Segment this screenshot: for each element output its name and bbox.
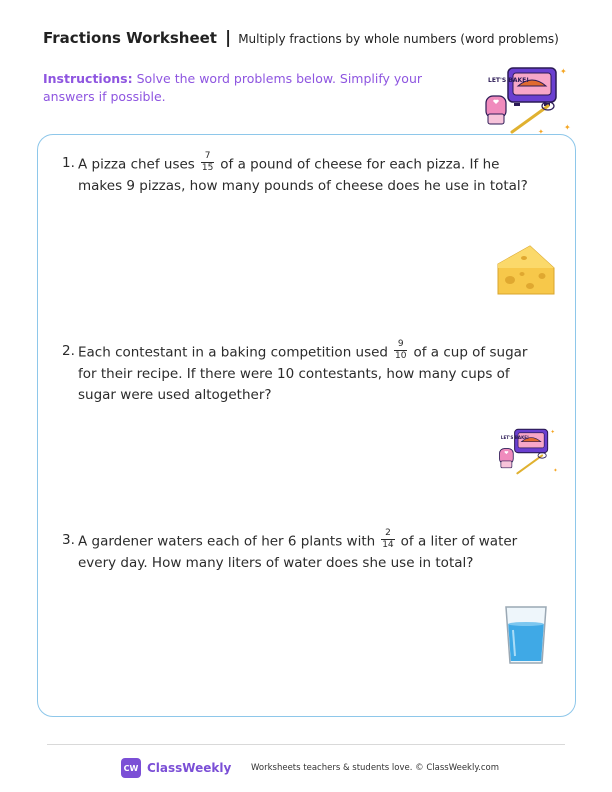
title-separator: | (224, 28, 232, 48)
problem-3 (62, 530, 542, 574)
page-title: Fractions Worksheet (43, 29, 217, 47)
baking-oven-icon (478, 64, 574, 138)
problem-number: 3. (62, 532, 75, 548)
fraction-numerator: 9 (397, 339, 404, 349)
instructions-label: Instructions: (43, 71, 133, 86)
fraction-denominator: 15 (201, 163, 214, 173)
problem-2 (62, 341, 542, 406)
problem-text: A pizza chef uses $\frac{7}{15}$ of a pound of cheese for each pizza. If he makes 9 pizzas, how many pounds of cheese does he use in total? (78, 151, 528, 194)
instructions (43, 70, 423, 106)
footer-divider (47, 744, 565, 745)
footer-tagline: Worksheets teachers & students love. © ClassWeekly.com (251, 763, 500, 773)
instructions-text: Solve the word problems below. Simplify your answers if possible. (43, 71, 423, 104)
problem-1 (62, 153, 542, 197)
svg-text:✦: ✦ (553, 467, 558, 474)
problem-number: 2. (62, 343, 75, 359)
fraction-numerator: 7 (204, 151, 211, 161)
problem-text: A gardener waters each of her 6 plants with $\frac{2}{14}$ of a liter of water every day. How many liters of water does she use in total? (78, 528, 518, 571)
baking-sign-text: LET'S BAKE! (500, 434, 529, 440)
worksheet-header (43, 28, 559, 48)
cheese-icon (494, 242, 558, 302)
footer-brand: ClassWeekly (147, 761, 232, 775)
problem-number: 1. (62, 155, 75, 171)
fraction (381, 528, 394, 551)
classweekly-logo: CW (121, 758, 141, 778)
fraction (201, 151, 214, 174)
svg-text:✦: ✦ (560, 67, 567, 76)
fraction (394, 339, 407, 362)
svg-text:✦: ✦ (564, 123, 571, 132)
fraction-denominator: 10 (395, 351, 407, 361)
baking-oven-icon (494, 424, 560, 480)
svg-text:✦: ✦ (550, 429, 555, 436)
problem-text: Each contestant in a baking competition used $\frac{9}{10}$ of a cup of sugar for their recipe. If there were 10 contestants, how many cups of sugar were used altogether? (78, 339, 528, 403)
page-subtitle: Multiply fractions by whole numbers (word problems) (238, 32, 559, 46)
water-glass-icon (503, 604, 549, 666)
fraction-denominator: 14 (382, 540, 394, 550)
fraction-numerator: 2 (385, 528, 391, 538)
svg-text:✦: ✦ (538, 128, 544, 136)
baking-sign-text: LET'S BAKE! (488, 77, 529, 84)
